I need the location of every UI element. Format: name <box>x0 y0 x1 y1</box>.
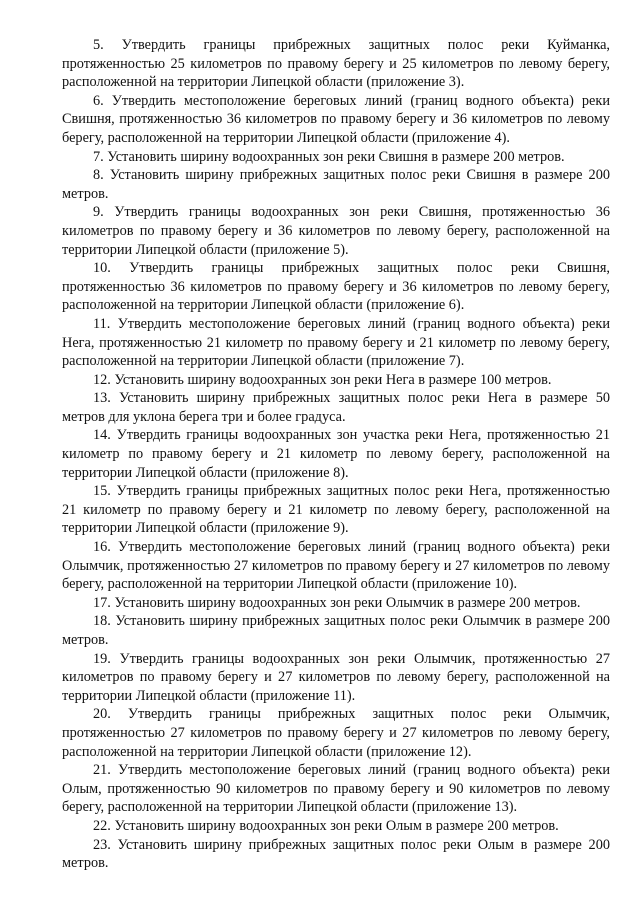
paragraph-item-23: 23. Установить ширину прибрежных защитных полос реки Олым в размере 200 метров. <box>62 836 610 872</box>
paragraph-item-18: 18. Установить ширину прибрежных защитных полос реки Олымчик в размере 200 метров. <box>62 613 610 648</box>
paragraph-item-12: 12. Установить ширину водоохранных зон реки Нега в размере 100 метров. <box>93 371 552 388</box>
paragraph-item-20: 20. Утвердить границы прибрежных защитных полос реки Олымчик, протяженностью 27 километров по правому берегу и 27 километров по левому берегу, расположенной на территории Липецкой области (приложение 12). <box>62 706 610 760</box>
paragraph-item-22: 22. Установить ширину водоохранных зон реки Олым в размере 200 метров. <box>93 817 559 834</box>
paragraph-item-10: 10. Утвердить границы прибрежных защитных полос реки Свишня, протяженностью 36 километров по правому берегу и 36 километров по левому берегу, расположенной на территории Липецкой области (приложение 6). <box>62 260 610 314</box>
document-page <box>62 36 610 873</box>
paragraph-item-9: 9. Утвердить границы водоохранных зон реки Свишня, протяженностью 36 километров по правому берегу и 36 километров по левому берегу, расположенной на территории Липецкой области (приложение 5). <box>62 204 610 258</box>
paragraph-item-5: 5. Утвердить границы прибрежных защитных полос реки Куйманка, протяженностью 25 километров по правому берегу и 25 километров по левому берегу, расположенной на территории Липецкой области (приложение 3). <box>62 37 610 91</box>
paragraph-item-8: 8. Установить ширину прибрежных защитных полос реки Свишня в размере 200 метров. <box>62 167 610 202</box>
paragraph-item-7: 7. Установить ширину водоохранных зон реки Свишня в размере 200 метров. <box>93 148 565 165</box>
paragraph-item-19: 19. Утвердить границы водоохранных зон реки Олымчик, протяженностью 27 километров по правому берегу и 27 километров по левому берегу, расположенной на территории Липецкой области (приложение 11). <box>62 650 610 704</box>
paragraph-item-17: 17. Установить ширину водоохранных зон реки Олымчик в размере 200 метров. <box>93 594 581 611</box>
paragraph-item-14: 14. Утвердить границы водоохранных зон участка реки Нега, протяженностью 21 километр по правому берегу и 21 километр по левому берегу, расположенной на территории Липецкой области (приложение 8). <box>62 427 610 481</box>
paragraph-item-6: 6. Утвердить местоположение береговых линий (границ водного объекта) реки Свишня, протяженностью 36 километров по правому берегу и 36 километров по левому берегу, расположенной на территории Липецкой области (приложение 4). <box>62 92 610 146</box>
paragraph-item-15: 15. Утвердить границы прибрежных защитных полос реки Нега, протяженностью 21 километр по правому берегу и 21 километр по левому берегу, расположенной на территории Липецкой области (приложение 9). <box>62 483 610 537</box>
paragraph-item-11: 11. Утвердить местоположение береговых линий (границ водного объекта) реки Нега, протяженностью 21 километр по правому берегу и 21 километр по левому берегу, расположенной на территории Липецкой области (приложение 7). <box>62 315 610 370</box>
paragraph-item-21: 21. Утвердить местоположение береговых линий (границ водного объекта) реки Олым, протяженностью 90 километров по правому берегу и 90 километров по левому берегу, расположенной на территории Липецкой области (приложение 13). <box>62 762 610 816</box>
paragraph-item-13: 13. Установить ширину прибрежных защитных полос реки Нега в размере 50 метров для уклона берега три и более градуса. <box>62 390 610 425</box>
paragraph-item-16: 16. Утвердить местоположение береговых линий (границ водного объекта) реки Олымчик, протяженностью 27 километров по правому берегу и 27 километров по левому берегу, расположенной на территории Липецкой области (приложение 10). <box>62 539 610 593</box>
